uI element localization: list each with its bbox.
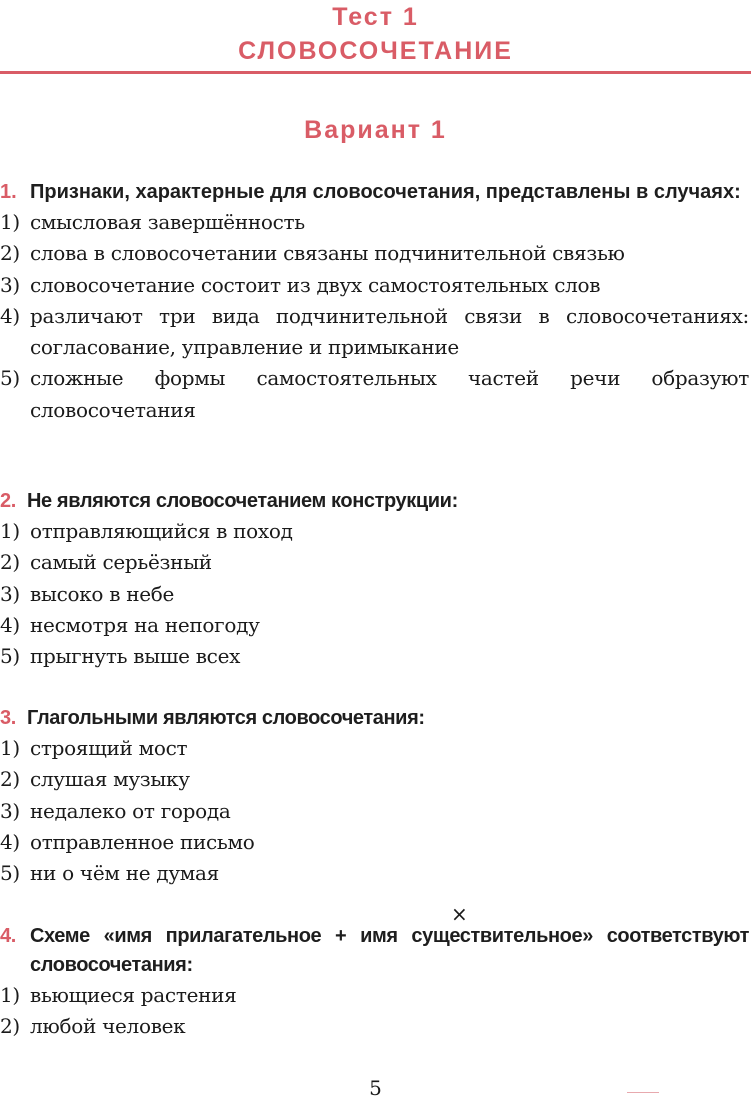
option-text: самый серьёзный xyxy=(30,550,212,575)
option-text: отправляющийся в поход xyxy=(30,519,293,543)
question-2-number: 2. xyxy=(0,490,16,512)
option-number: 2) xyxy=(0,550,20,575)
option-text: слушая музыку xyxy=(30,767,190,792)
option-number: 2) xyxy=(0,767,20,792)
option-number: 1) xyxy=(0,983,20,1007)
option-number: 4) xyxy=(0,829,20,854)
option-text: словосочетание состоит из двух самостоятельных слов xyxy=(30,272,601,297)
question-1-option-5 xyxy=(0,363,751,426)
question-3-option-2 xyxy=(0,764,751,795)
question-3-option-5 xyxy=(0,858,751,889)
option-text: слова в словосочетании связаны подчинительной связью xyxy=(30,241,625,266)
option-number: 1) xyxy=(0,210,20,234)
question-3-text: Глагольными являются словосочетания: xyxy=(27,707,425,729)
question-2-text: Не являются словосочетанием конструкции: xyxy=(27,490,458,512)
option-number: 1) xyxy=(0,519,20,543)
question-2-option-1 xyxy=(0,516,751,547)
question-2-option-5 xyxy=(0,641,751,672)
option-number: 2) xyxy=(0,1014,20,1039)
option-text: вьющиеся растения xyxy=(30,983,237,1007)
option-number: 5) xyxy=(0,644,20,669)
question-3 xyxy=(0,704,751,889)
question-3-option-3 xyxy=(0,796,751,827)
question-2-heading xyxy=(0,487,751,516)
option-text: несмотря на непогоду xyxy=(30,612,260,637)
option-text: высоко в небе xyxy=(30,581,175,606)
question-3-heading xyxy=(0,704,751,733)
question-1-option-3 xyxy=(0,270,751,301)
option-text: любой человек xyxy=(30,1014,186,1039)
question-2 xyxy=(0,487,751,672)
question-1-option-2 xyxy=(0,238,751,269)
question-4-option-1 xyxy=(0,980,751,1011)
test-title: СЛОВОСОЧЕТАНИЕ xyxy=(238,37,513,65)
option-number: 5) xyxy=(0,861,20,886)
variant-title: Вариант 1 xyxy=(304,116,447,144)
question-4 xyxy=(0,922,751,1043)
option-text: различают три вида подчинительной связи в словосочетаниях: согласование, управление и примыкание xyxy=(30,303,749,360)
test-number: Тест 1 xyxy=(332,3,419,31)
option-number: 1) xyxy=(0,736,20,760)
question-4-heading xyxy=(0,922,751,980)
option-text: прыгнуть выше всех xyxy=(30,644,241,669)
question-2-option-3 xyxy=(0,579,751,610)
option-number: 3) xyxy=(0,581,20,606)
option-number: 4) xyxy=(0,303,20,328)
question-1-text: Признаки, характерные для словосочетания, представлены в случаях: xyxy=(30,181,741,203)
question-3-number: 3. xyxy=(0,707,16,729)
stress-mark: × xyxy=(451,902,468,926)
question-1-option-1 xyxy=(0,207,751,238)
option-text: отправленное письмо xyxy=(30,829,255,854)
question-3-option-4 xyxy=(0,827,751,858)
option-number: 2) xyxy=(0,241,20,266)
question-1-heading xyxy=(0,178,751,207)
option-number: 4) xyxy=(0,612,20,637)
question-4-option-2 xyxy=(0,1011,751,1042)
corner-mark xyxy=(627,1092,659,1093)
question-4-number: 4. xyxy=(0,925,16,947)
question-1-option-4 xyxy=(0,301,751,364)
question-2-option-4 xyxy=(0,610,751,641)
option-number: 3) xyxy=(0,798,20,823)
question-4-text: Схеме «имя прилагательное + имя существительное» соответствуют словосочетания: xyxy=(30,925,749,976)
question-1-number: 1. xyxy=(0,181,17,203)
option-text: смысловая завершённость xyxy=(30,210,305,234)
page-number: 5 xyxy=(369,1076,382,1100)
option-text: строящий мост xyxy=(30,736,188,760)
question-2-option-2 xyxy=(0,547,751,578)
option-text: сложные формы самостоятельных частей речи образуют словосочетания xyxy=(30,366,749,422)
option-number: 5) xyxy=(0,366,20,391)
option-text: недалеко от города xyxy=(30,798,231,823)
question-3-option-1 xyxy=(0,733,751,764)
header-divider xyxy=(0,71,751,74)
option-text: ни о чём не думая xyxy=(30,861,219,886)
question-1 xyxy=(0,178,751,426)
option-number: 3) xyxy=(0,272,20,297)
